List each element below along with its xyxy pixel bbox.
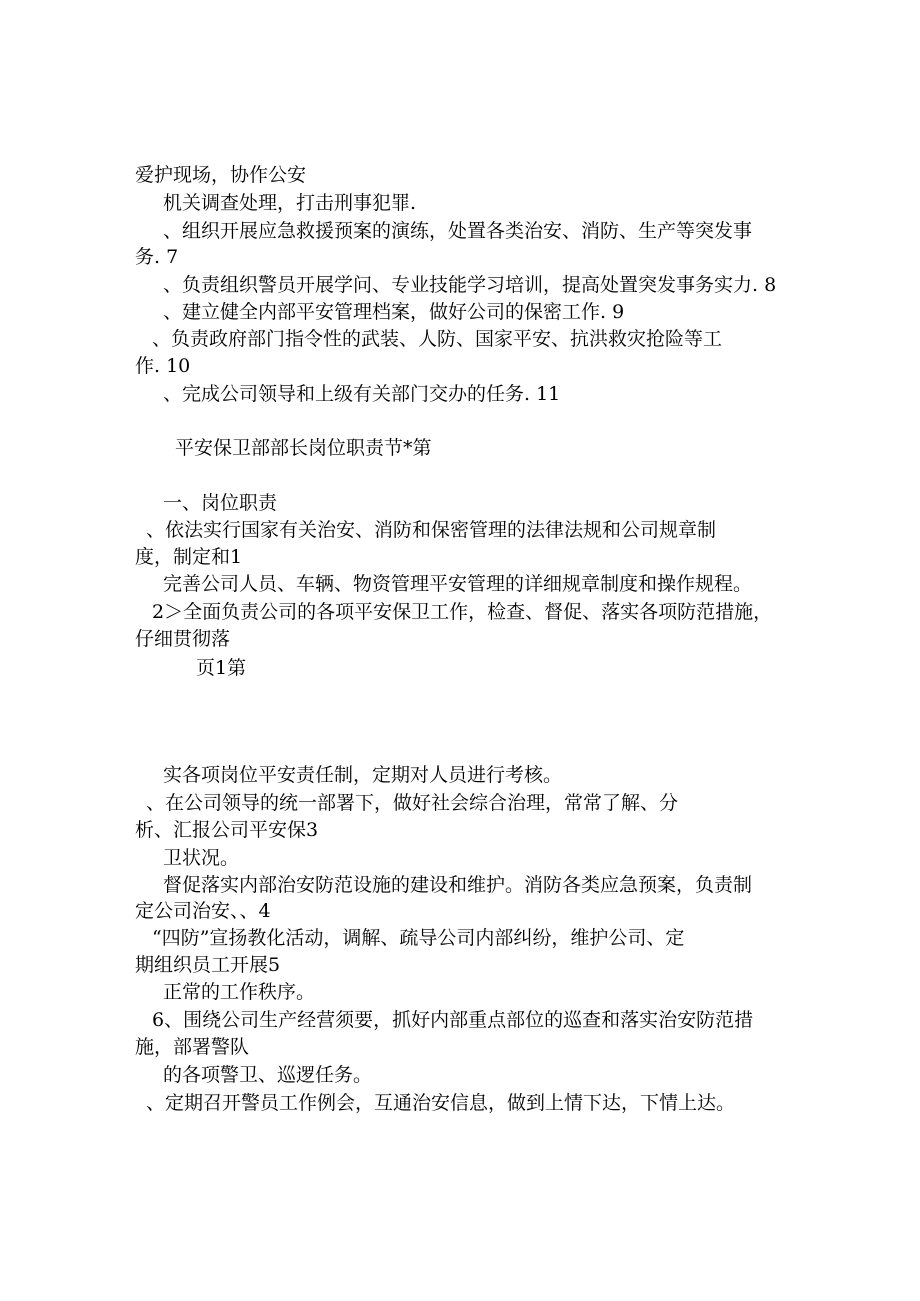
text-line: 、依法实行国家有关治安、消防和保密管理的法律法规和公司规章制: [146, 519, 717, 541]
section-title: 平安保卫部部长岗位职责节*第: [175, 437, 432, 459]
text-line: 6、围绕公司生产经营须要，抓好内部重点部位的巡查和落实治安防范措: [152, 1009, 754, 1031]
text-line: 务. 7: [135, 246, 179, 268]
text-line: 实各项岗位平安责任制，定期对人员进行考核。: [163, 764, 563, 786]
text-line: 机关调查处理，打击刑事犯罪.: [163, 192, 417, 214]
text-line: 仔细贯彻落: [135, 628, 231, 650]
text-line: 期组织员工开展5: [135, 954, 281, 976]
text-line: 、定期召开警员工作例会，互通治安信息，做到上情下达，下情上达。: [146, 1092, 736, 1114]
text-line: 定公司治安、、4: [135, 900, 271, 922]
text-line: 卫状况。: [163, 847, 240, 869]
section-heading: 一、岗位职责: [163, 492, 278, 514]
text-line: 作. 10: [135, 355, 191, 377]
text-line: 督促落实内部治安防范设施的建设和维护。消防各类应急预案，负责制: [163, 874, 753, 896]
page-number: 页1第: [196, 657, 247, 679]
text-line: 、完成公司领导和上级有关部门交办的任务. 11: [163, 383, 561, 405]
text-line: 、建立健全内部平安管理档案，做好公司的保密工作. 9: [163, 301, 625, 323]
text-line: 完善公司人员、车辆、物资管理平安管理的详细规章制度和操作规程。: [163, 573, 753, 595]
text-line: 2＞全面负责公司的各项平安保卫工作，检查、督促、落实各项防范措施，: [152, 601, 773, 623]
text-line: 正常的工作秩序。: [163, 981, 316, 1003]
text-line: 、在公司领导的统一部署下，做好社会综合治理，常常了解、分: [146, 792, 679, 814]
text-line: 爱护现场，协作公安: [135, 164, 307, 186]
text-line: 、组织开展应急救援预案的演练，处置各类治安、消防、生产等突发事: [163, 220, 753, 242]
text-line: 施，部署警队: [135, 1036, 250, 1058]
text-line: 、负责政府部门指令性的武装、人防、国家平安、抗洪救灾抢险等工: [152, 328, 723, 350]
text-line: “四防”宣扬教化活动，调解、疏导公司内部纠纷，维护公司、定: [152, 927, 685, 949]
text-line: 度，制定和1: [135, 546, 243, 568]
text-line: 、负责组织警员开展学问、专业技能学习培训，提高处置突发事务实力. 8: [163, 274, 777, 296]
text-line: 析、汇报公司平安保3: [135, 819, 319, 841]
text-line: 的各项警卫、巡逻任务。: [163, 1064, 373, 1086]
